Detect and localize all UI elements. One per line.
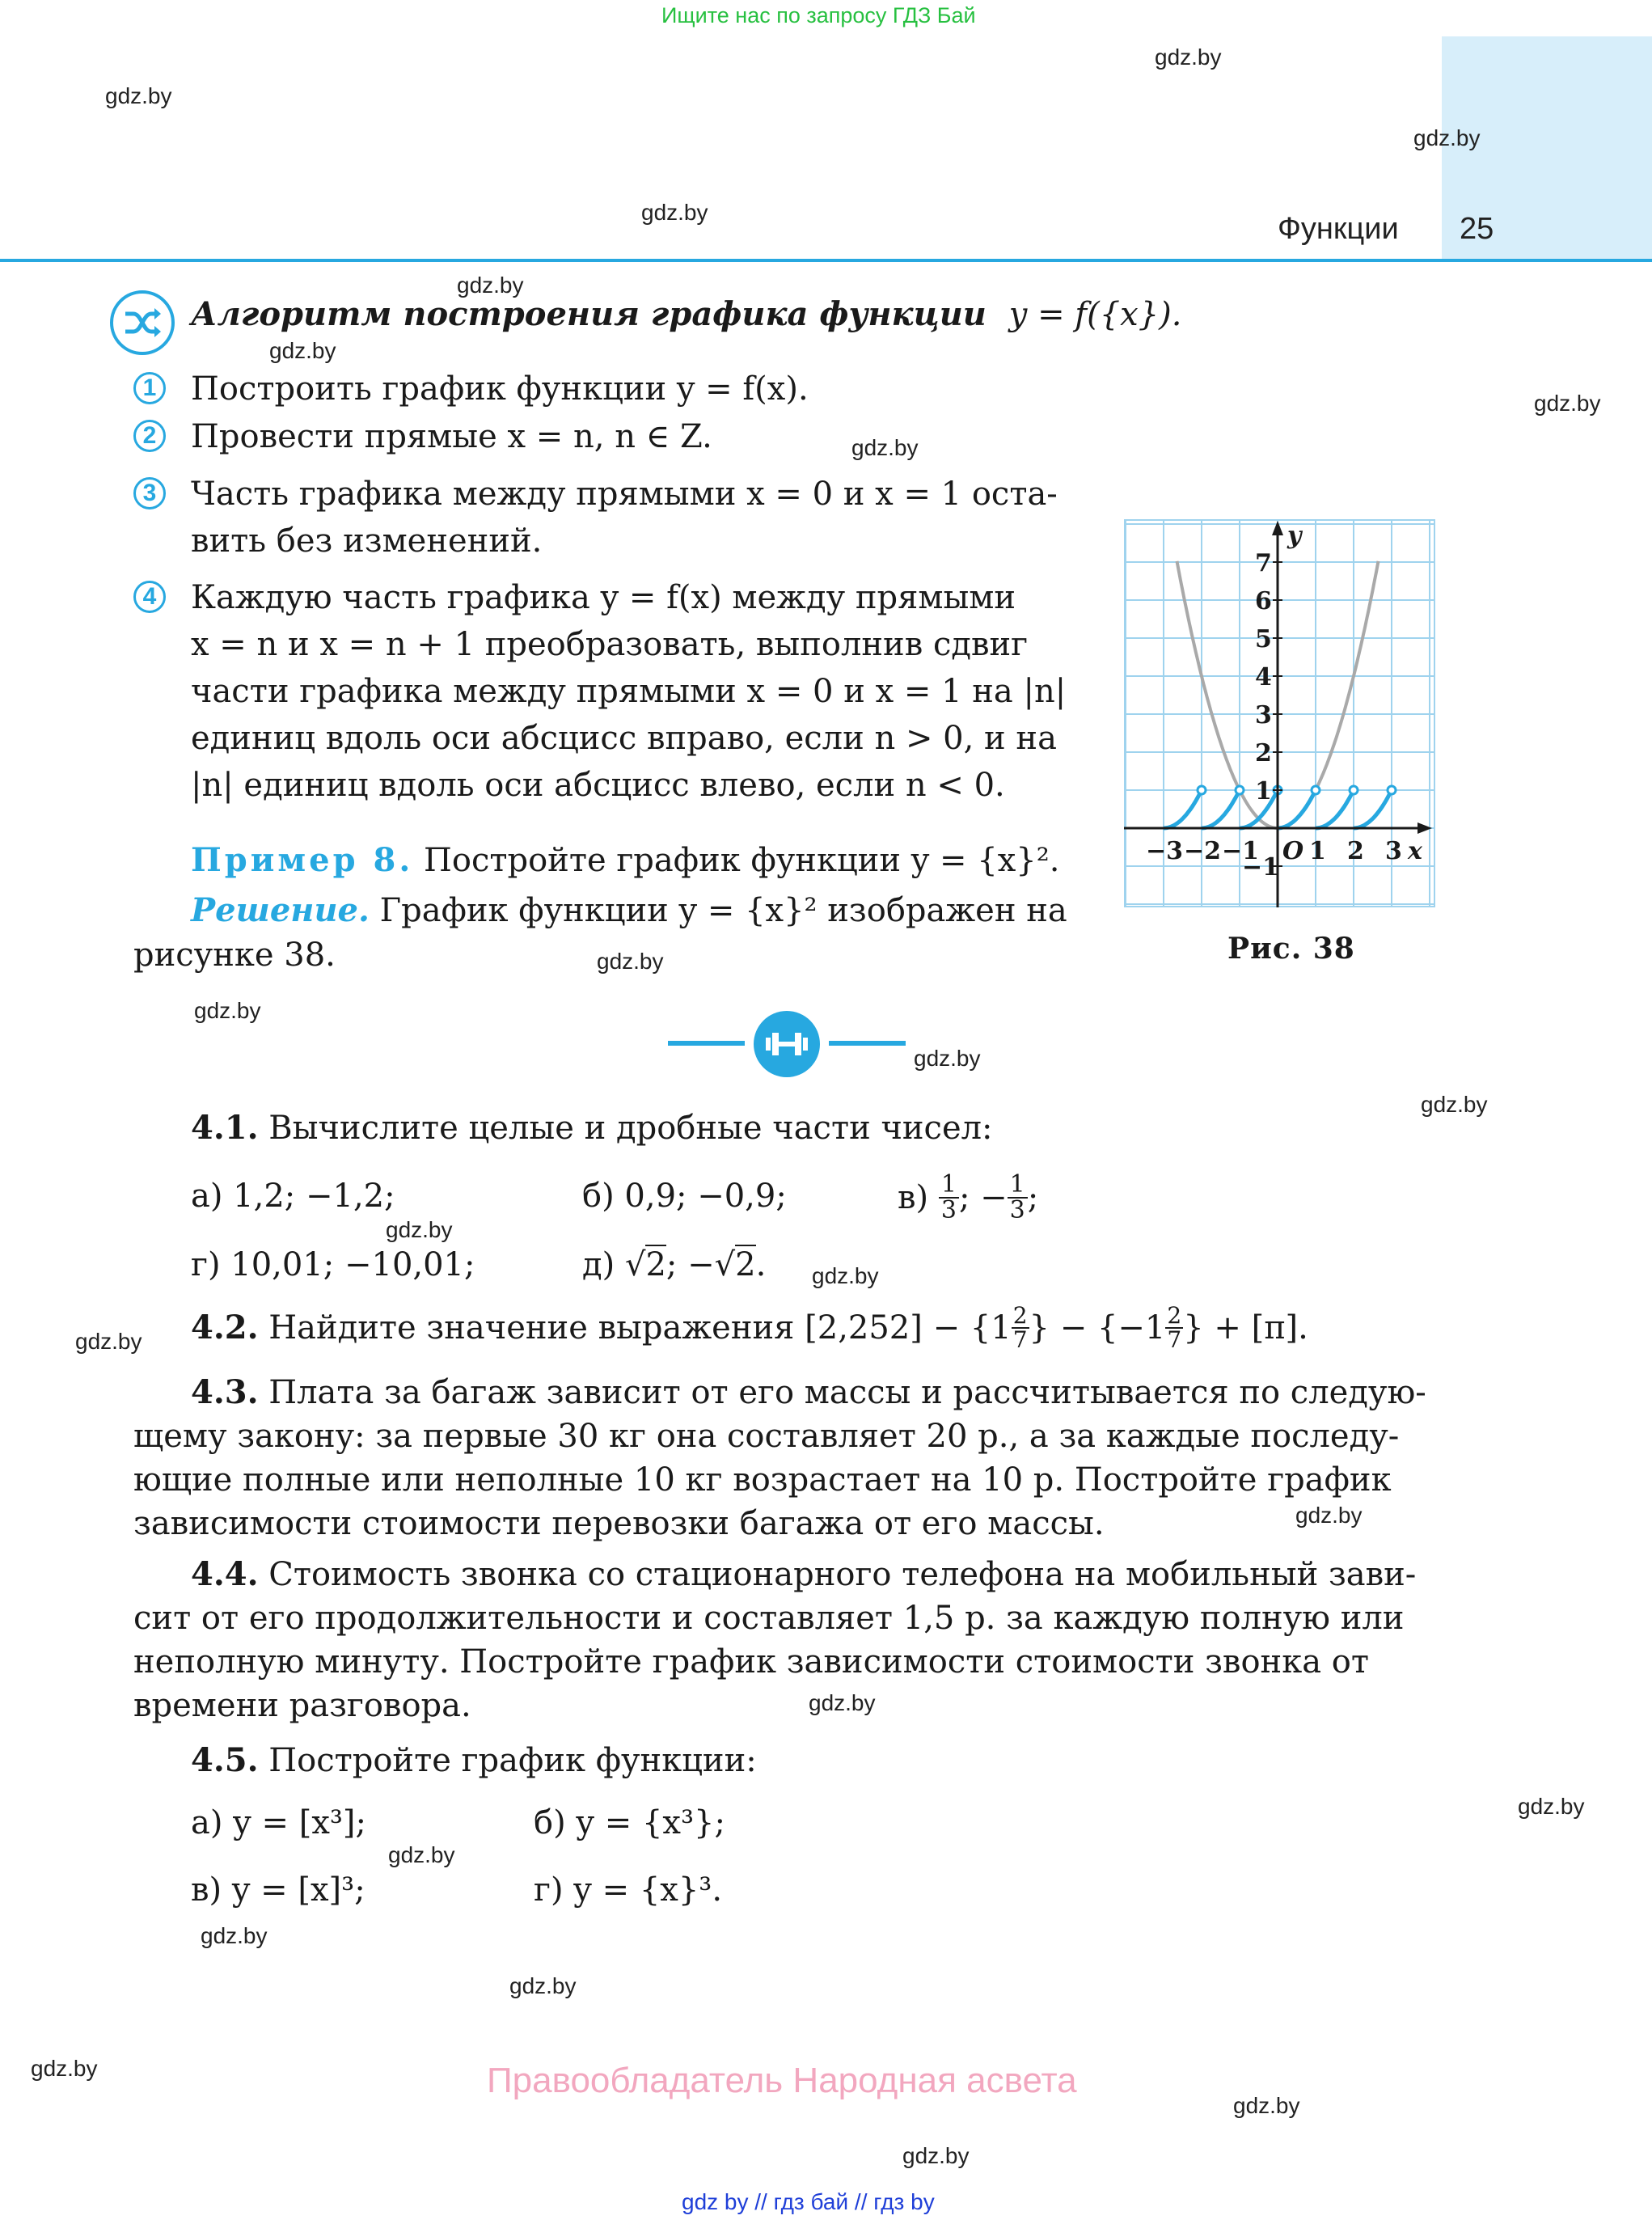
header-divider [0,259,1652,262]
watermark: gdz.by [641,200,708,225]
y-tick-label: 3 [1255,701,1272,729]
fractional-part-curve [1164,790,1202,828]
y-axis-arrow [1272,521,1283,535]
dumbbell-icon [753,1010,821,1078]
x-tick-label: −1 [1222,837,1260,865]
watermark: gdz.by [457,273,524,298]
example-heading: Пример 8. Постройте график функции y = {x}². [191,841,1060,879]
exercise-4-2: 4.2. Найдите значение выражения [2,252] − {1 2 7 } − {−1 2 7 } + [π]. [191,1302,1308,1353]
exercise-4-1-a: а) 1,2; −1,2; [191,1178,395,1215]
watermark: gdz.by [1233,2093,1300,2118]
section-title: Функции [1278,212,1399,246]
step-number: 4 [133,581,166,613]
watermark: gdz.by [269,338,336,363]
y-tick-label: 1 [1255,777,1272,805]
exercise-4-1-d: д) √2; −√2. [582,1246,767,1283]
watermark: gdz.by [388,1842,455,1867]
fractional-part-curve [1354,790,1392,828]
bottom-links[interactable]: gdz by // гдз бай // гдз by [682,2189,935,2214]
exercise-4-1-g: г) 10,01; −10,01; [191,1246,475,1283]
watermark: gdz.by [1155,44,1222,70]
y-axis-label: y [1287,522,1302,550]
watermark: gdz.by [1518,1794,1585,1819]
watermark: gdz.by [1534,391,1601,416]
watermark: gdz.by [851,435,919,460]
open-endpoint [1198,786,1206,794]
watermark: gdz.by [105,83,172,108]
step-number: 2 [133,420,166,452]
top-search-link[interactable]: Ищите нас по запросу ГДЗ Бай [661,3,976,27]
open-endpoint [1350,786,1358,794]
watermark: gdz.by [31,2056,98,2081]
figure-caption: Рис. 38 [1227,932,1355,966]
watermark: gdz.by [902,2143,970,2168]
solution-text: Решение. График функции y = {x}² изображен на [191,891,1067,929]
origin-label: O [1282,837,1304,865]
fractional-part-curve [1316,790,1354,828]
watermark: gdz.by [201,1923,268,1948]
exercise-4-5-g: г) y = {x}³. [534,1871,723,1909]
exercise-4-1-v: в) 1 3 ; − $\frac{1}{3}$ ; [898,1170,1039,1224]
y-tick-label: 2 [1255,739,1272,767]
divider-line-right [829,1041,906,1046]
divider-line-left [668,1041,745,1046]
algorithm-title: Алгоритм построения графика функции y = f({x}). [191,295,1182,333]
step-text: Провести прямые x = n, n ∈ Z. [191,418,712,455]
y-tick-label: 5 [1255,625,1272,653]
open-endpoint [1236,786,1244,794]
watermark: gdz.by [1413,125,1481,150]
y-tick-label: 6 [1255,587,1272,615]
watermark: gdz.by [809,1690,876,1715]
exercise-4-5: 4.5. Постройте график функции: [191,1741,757,1779]
y-tick-label: 4 [1255,663,1272,691]
y-tick-label: 7 [1255,549,1272,577]
step-text: Часть графика между прямыми x = 0 и x = 1 оста- вить без изменений. [191,476,1058,560]
exercise-4-1-b: б) 0,9; −0,9; [582,1178,787,1215]
open-endpoint [1312,786,1320,794]
step-number: 3 [133,477,166,509]
step-number: 1 [133,372,166,404]
step-text: Построить график функции y = f(x). [191,370,809,408]
x-tick-label: 1 [1309,837,1326,865]
shuffle-icon [109,290,175,356]
exercise-4-5-v: в) y = [x]³; [191,1871,365,1909]
exercise-4-4: 4.4. Стоимость звонка со стационарного телефона на мобильный зави- сит от его продолжительности и составляет 1,5 р. за каждую полную или неполную минуту. Постройте график зависимости стоимости звонка от времени разговора. [133,1555,1417,1724]
page-number: 25 [1460,212,1494,246]
fractional-part-curve [1202,790,1240,828]
exercise-4-5-b: б) y = {x³}; [534,1804,725,1841]
watermark: gdz.by [597,949,664,974]
x-tick-label: −3 [1146,837,1184,865]
open-endpoint [1388,786,1396,794]
function-graph [1124,519,1435,907]
figure-38 [1124,519,1435,907]
x-axis-label: x [1408,837,1422,865]
x-tick-label: 2 [1347,837,1364,865]
watermark: gdz.by [75,1329,142,1354]
watermark: gdz.by [914,1046,981,1071]
watermark: gdz.by [812,1263,879,1288]
exercise-4-1: 4.1. Вычислите целые и дробные части чисел: [191,1109,993,1147]
x-tick-label: 3 [1385,837,1402,865]
solution-text-continued: рисунке 38. [133,937,336,974]
exercise-4-5-a: а) y = [x³]; [191,1804,366,1841]
watermark: gdz.by [509,1973,577,1998]
fractional-part-curve [1278,790,1316,828]
x-tick-label: −2 [1184,837,1222,865]
step-text: Каждую часть графика y = f(x) между прямыми x = n и x = n + 1 преобразовать, выполнив сдвиг части графика между прямыми x = 0 и x = 1 на |n| единиц вдоль оси абсцисс вправо, если n > 0, и на |n| единиц вдоль оси абсцисс влево, если n < 0. [191,579,1067,804]
watermark: gdz.by [386,1217,453,1242]
y-tick-label: −1 [1242,853,1280,882]
watermark: gdz.by [1421,1092,1488,1117]
watermark: gdz.by [194,998,261,1023]
copyright-holder: Правообладатель Народная асвета [487,2061,1077,2100]
exercise-4-3: 4.3. Плата за багаж зависит от его массы и рассчитывается по следую- щему закону: за первые 30 кг она составляет 20 р., а за каждые последу- ющие полные или неполные 10 кг возрастает на 10 р. Постройте график зависимости стоимости перевозки багажа от его массы. [133,1373,1426,1542]
watermark: gdz.by [1295,1503,1363,1528]
